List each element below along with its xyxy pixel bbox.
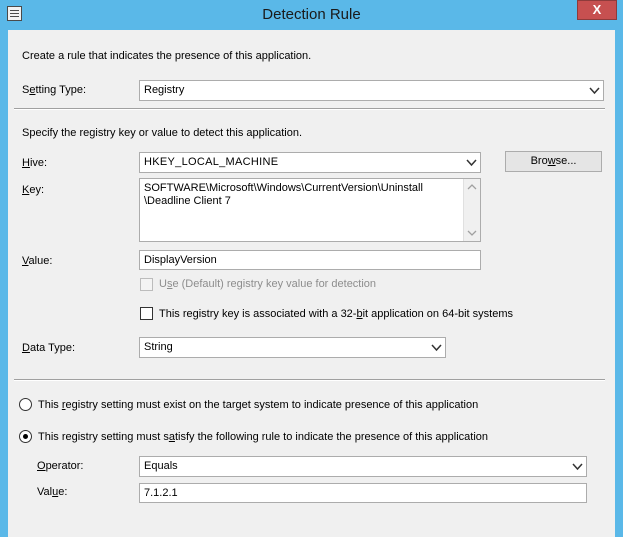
use-default-label: Use (Default) registry key value for detection bbox=[159, 278, 377, 290]
32bit-checkbox[interactable] bbox=[140, 307, 153, 320]
key-label: Key: bbox=[22, 184, 45, 196]
chevron-down-icon bbox=[589, 85, 600, 96]
radio-selected-dot bbox=[23, 434, 28, 439]
exist-radio-label: This registry setting must exist on the target system to indicate presence of this application bbox=[38, 399, 479, 411]
satisfy-radio-label: This registry setting must satisfy the following rule to indicate the presence of this application bbox=[38, 431, 489, 443]
chevron-down-icon bbox=[572, 461, 583, 472]
value-input[interactable] bbox=[139, 250, 481, 270]
close-button[interactable] bbox=[577, 0, 617, 20]
key-text: SOFTWARE\Microsoft\Windows\CurrentVersion\Uninstall \Deadline Client 7 bbox=[144, 182, 423, 207]
rule-value-input[interactable] bbox=[139, 483, 587, 503]
setting-type-label: Setting Type: bbox=[22, 84, 87, 96]
satisfy-radio[interactable] bbox=[19, 430, 32, 443]
data-type-label: Data Type: bbox=[22, 342, 76, 354]
separator bbox=[14, 108, 605, 110]
scroll-down-icon[interactable] bbox=[467, 229, 477, 237]
separator bbox=[14, 379, 605, 381]
use-default-checkbox[interactable] bbox=[140, 278, 153, 291]
data-type-dropdown[interactable] bbox=[139, 337, 446, 358]
data-type-value: String bbox=[144, 341, 173, 353]
setting-type-value: Registry bbox=[144, 84, 185, 96]
operator-value: Equals bbox=[144, 460, 178, 472]
window-title: Detection Rule bbox=[262, 6, 361, 23]
key-textarea[interactable] bbox=[139, 178, 481, 242]
intro-text: Create a rule that indicates the presence of this application. bbox=[22, 50, 312, 62]
32bit-label: This registry key is associated with a 32-bit application on 64-bit systems bbox=[159, 308, 514, 320]
rule-value-label: Value: bbox=[37, 486, 68, 498]
key-scrollbar[interactable] bbox=[463, 179, 480, 241]
value-text: DisplayVersion bbox=[144, 254, 217, 266]
scroll-up-icon[interactable] bbox=[467, 183, 477, 191]
title-bar bbox=[0, 0, 623, 30]
setting-type-dropdown[interactable] bbox=[139, 80, 604, 101]
exist-radio[interactable] bbox=[19, 398, 32, 411]
hive-value: HKEY_LOCAL_MACHINE bbox=[144, 156, 279, 168]
value-label: Value: bbox=[22, 255, 53, 267]
close-icon: X bbox=[592, 2, 602, 17]
chevron-down-icon bbox=[466, 157, 477, 168]
operator-dropdown[interactable] bbox=[139, 456, 587, 477]
hive-label: Hive: bbox=[22, 157, 48, 169]
operator-label: Operator: bbox=[37, 460, 84, 472]
dialog-body bbox=[8, 30, 615, 537]
rule-value-text: 7.1.2.1 bbox=[144, 487, 178, 499]
chevron-down-icon bbox=[431, 342, 442, 353]
registry-instructions: Specify the registry key or value to detect this application. bbox=[22, 127, 303, 139]
browse-button[interactable]: Browse... bbox=[505, 151, 602, 172]
hive-dropdown[interactable] bbox=[139, 152, 481, 173]
